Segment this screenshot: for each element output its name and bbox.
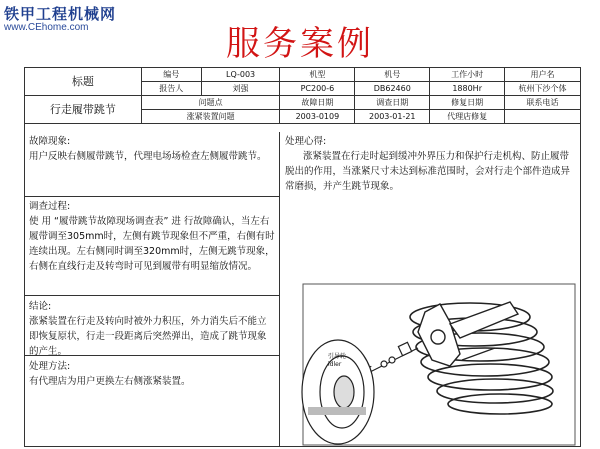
tension-device-diagram [300,262,578,447]
repair-date-label-cell: 修复日期 [430,96,505,110]
conclusion-text: 涨紧装置在行走及转向时被外力积压，外力消失后不能立即恢复原状，行走一段距离后突然弹出，造成了跳节现象的产生。 [29,316,267,357]
hours-value-cell: 1880Hr [430,82,505,96]
survey-date-value-cell: 2003-01-21 [355,110,430,124]
header-table [24,67,581,124]
handling-heading: 处理方法: [29,361,71,372]
section-divider [24,295,280,296]
model-label-cell: 机型 [280,68,355,82]
subject-value-cell: 行走履带跳节 [25,96,142,124]
phone-label-cell: 联系电话 [505,96,581,110]
handling-section [29,359,275,389]
section-divider [24,196,280,197]
watermark-url: www.CEhome.com [4,22,89,33]
survey-date-label-cell: 调查日期 [355,96,430,110]
fault-date-label-cell: 故障日期 [280,96,355,110]
serial-value-cell: DB62460 [355,82,430,96]
user-value-cell: 杭州下沙个体 [505,82,581,96]
hours-label-cell: 工作小时 [430,68,505,82]
model-value-cell: PC200-6 [280,82,355,96]
experience-text: 涨紧装置在行走时起到缓冲外界压力和保护行走机构、防止履带脱出的作用，当涨紧尺寸未达到标准范围时，会对行走个部件造成异常磨损，并产生跳节现象。 [285,151,571,192]
repair-value-cell: 代理店修复 [430,110,505,124]
reporter-label-cell: 报告人 [141,82,201,96]
idler-label-cn: 引导轮 [328,353,347,360]
user-label-cell: 用户名 [505,68,581,82]
code-label-cell: 编号 [141,68,201,82]
reporter-value-cell: 刘强 [201,82,280,96]
page-title: 服务案例 [226,24,374,64]
title-label-cell: 标题 [25,68,142,96]
code-value-cell: LQ-003 [201,68,280,82]
fault-text: 用户反映右侧履带跳节，代理电场场检查左侧履带跳节。 [29,151,267,162]
problem-point-value-cell: 涨紧装置问题 [141,110,280,124]
investigation-section [29,199,275,274]
phone-value-cell [505,110,581,124]
serial-label-cell: 机号 [355,68,430,82]
idler-label-en: ldler [328,361,342,368]
fault-heading: 故障现象: [29,136,71,147]
problem-point-label-cell: 问题点 [141,96,280,110]
fault-date-value-cell: 2003-0109 [280,110,355,124]
watermark-site-name: 铁甲工程机械网 [4,5,117,23]
conclusion-heading: 结论: [29,301,52,312]
investigation-heading: 调查过程: [29,201,71,212]
conclusion-section [29,299,275,359]
investigation-text: 使 用 “履带跳节故障现场调查表” 进 行故障确认，当左右履带调至305mm时，左侧有跳节现象但不严重，右侧有时连续出现。左右侧同时调至320mm时，左侧无跳节现象，右侧在直线行走及转弯时可见到履带有明显缩放情况。 [29,216,275,272]
fault-section [29,134,275,164]
handling-text: 有代理店为用户更换左右侧涨紧装置。 [29,376,191,387]
column-divider [279,132,280,447]
experience-heading: 处理心得: [285,136,327,147]
experience-section [285,134,577,194]
